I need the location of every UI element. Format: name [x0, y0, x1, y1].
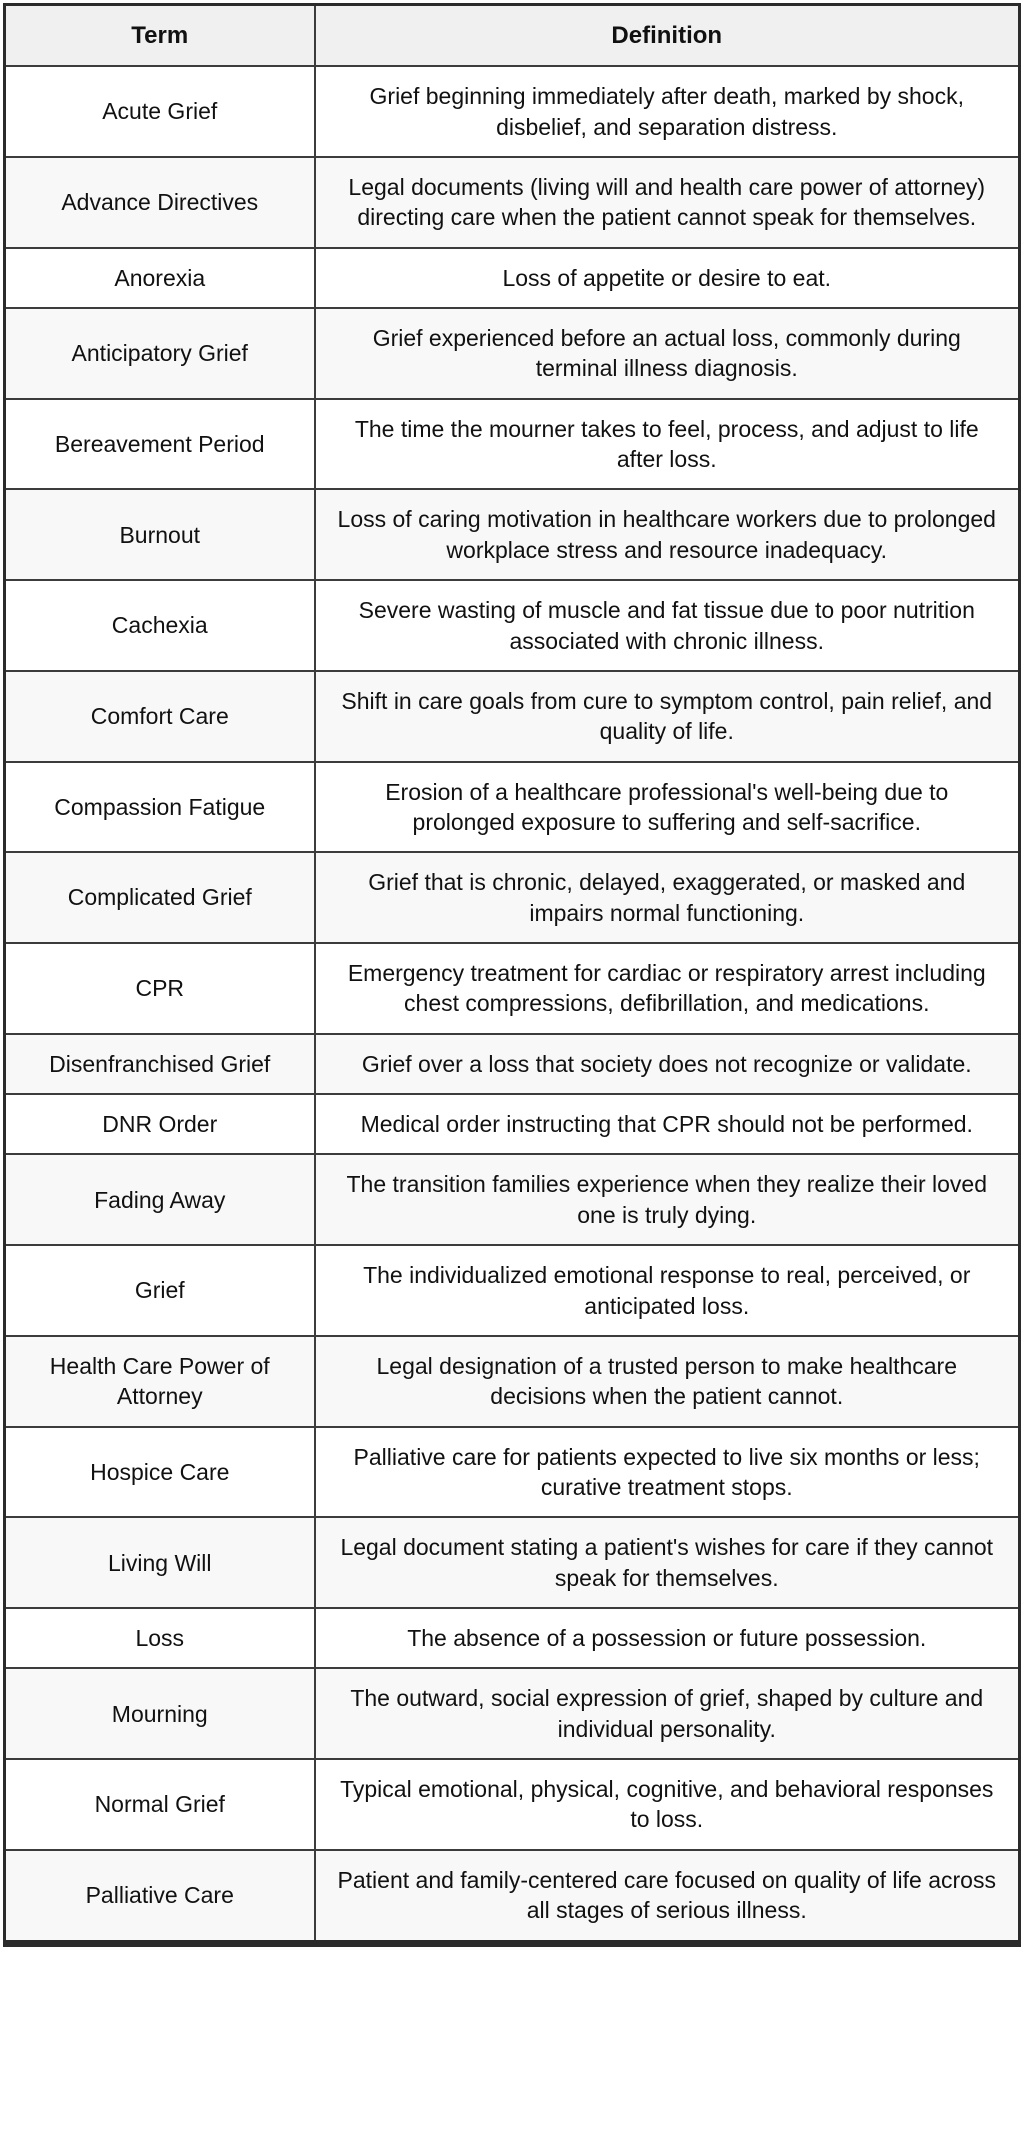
table-row: [5, 762, 1020, 853]
table-row: [5, 1608, 1020, 1668]
table-row: [5, 671, 1020, 762]
definition-cell: The time the mourner takes to feel, process, and adjust to life after loss.: [315, 399, 1020, 490]
term-cell: Acute Grief: [5, 66, 315, 157]
definition-cell: Loss of appetite or desire to eat.: [315, 248, 1020, 308]
definition-cell: Emergency treatment for cardiac or respiratory arrest including chest compressions, defibrillation, and medications.: [315, 943, 1020, 1034]
definition-cell: The individualized emotional response to real, perceived, or anticipated loss.: [315, 1245, 1020, 1336]
table-row: [5, 1517, 1020, 1608]
definition-cell: The absence of a possession or future possession.: [315, 1608, 1020, 1668]
term-cell: Compassion Fatigue: [5, 762, 315, 853]
term-cell: Health Care Power of Attorney: [5, 1336, 315, 1427]
term-cell: Burnout: [5, 489, 315, 580]
term-cell: Advance Directives: [5, 157, 315, 248]
header-row: [5, 5, 1020, 67]
table-row: [5, 1034, 1020, 1094]
definition-cell: Grief over a loss that society does not recognize or validate.: [315, 1034, 1020, 1094]
definition-cell: Palliative care for patients expected to live six months or less; curative treatment stops.: [315, 1427, 1020, 1518]
term-cell: Anorexia: [5, 248, 315, 308]
term-cell: Bereavement Period: [5, 399, 315, 490]
term-cell: Mourning: [5, 1668, 315, 1759]
definition-cell: Erosion of a healthcare professional's well-being due to prolonged exposure to suffering and self-sacrifice.: [315, 762, 1020, 853]
definition-column-header: Definition: [315, 5, 1020, 67]
table-row: [5, 1245, 1020, 1336]
table-row: [5, 489, 1020, 580]
term-cell: Palliative Care: [5, 1850, 315, 1943]
table-row: [5, 1668, 1020, 1759]
definition-cell: Grief experienced before an actual loss, commonly during terminal illness diagnosis.: [315, 308, 1020, 399]
term-cell: Disenfranchised Grief: [5, 1034, 315, 1094]
term-cell: Grief: [5, 1245, 315, 1336]
table-row: [5, 66, 1020, 157]
definition-cell: Legal document stating a patient's wishes for care if they cannot speak for themselves.: [315, 1517, 1020, 1608]
table-row: [5, 1154, 1020, 1245]
table-row: [5, 248, 1020, 308]
term-cell: Living Will: [5, 1517, 315, 1608]
table-row: [5, 308, 1020, 399]
definition-cell: The transition families experience when they realize their loved one is truly dying.: [315, 1154, 1020, 1245]
term-cell: Comfort Care: [5, 671, 315, 762]
term-cell: Loss: [5, 1608, 315, 1668]
table-row: [5, 157, 1020, 248]
term-cell: Cachexia: [5, 580, 315, 671]
term-cell: CPR: [5, 943, 315, 1034]
table-row: [5, 1336, 1020, 1427]
definition-cell: Legal designation of a trusted person to make healthcare decisions when the patient cannot.: [315, 1336, 1020, 1427]
table-row: [5, 1427, 1020, 1518]
definition-cell: The outward, social expression of grief, shaped by culture and individual personality.: [315, 1668, 1020, 1759]
term-cell: DNR Order: [5, 1094, 315, 1154]
definition-cell: Medical order instructing that CPR should not be performed.: [315, 1094, 1020, 1154]
term-column-header: Term: [5, 5, 315, 67]
table-row: [5, 580, 1020, 671]
definition-cell: Patient and family-centered care focused on quality of life across all stages of serious illness.: [315, 1850, 1020, 1943]
definition-cell: Shift in care goals from cure to symptom control, pain relief, and quality of life.: [315, 671, 1020, 762]
definition-cell: Typical emotional, physical, cognitive, and behavioral responses to loss.: [315, 1759, 1020, 1850]
definition-cell: Legal documents (living will and health care power of attorney) directing care when the patient cannot speak for themselves.: [315, 157, 1020, 248]
table-row: [5, 852, 1020, 943]
table-row: [5, 399, 1020, 490]
table-row: [5, 1759, 1020, 1850]
term-cell: Fading Away: [5, 1154, 315, 1245]
term-cell: Anticipatory Grief: [5, 308, 315, 399]
term-cell: Complicated Grief: [5, 852, 315, 943]
glossary-table: [3, 3, 1021, 1947]
definition-cell: Grief that is chronic, delayed, exaggerated, or masked and impairs normal functioning.: [315, 852, 1020, 943]
definition-cell: Grief beginning immediately after death, marked by shock, disbelief, and separation distress.: [315, 66, 1020, 157]
table-row: [5, 1094, 1020, 1154]
term-cell: Normal Grief: [5, 1759, 315, 1850]
definition-cell: Severe wasting of muscle and fat tissue due to poor nutrition associated with chronic illness.: [315, 580, 1020, 671]
table-row: [5, 943, 1020, 1034]
table-row: [5, 1850, 1020, 1943]
definition-cell: Loss of caring motivation in healthcare workers due to prolonged workplace stress and resource inadequacy.: [315, 489, 1020, 580]
term-cell: Hospice Care: [5, 1427, 315, 1518]
